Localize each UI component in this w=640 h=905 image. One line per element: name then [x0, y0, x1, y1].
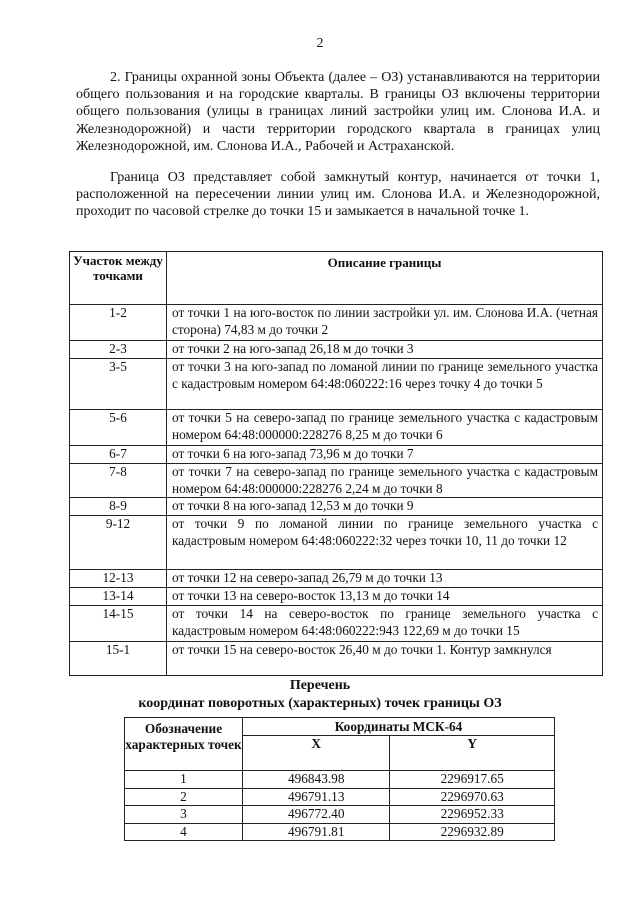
table-row: [125, 823, 555, 841]
table-row: [70, 464, 603, 498]
paragraph-contour: Граница ОЗ представляет собой замкнутый контур, начинается от точки 1, расположенной на пересечении линии улиц им. Слонова И.А. и Железнодорожной, проходит по часовой стрелке до точки 15 и замыкается в начальной точке 1.: [76, 170, 600, 220]
description-cell: от точки 7 на северо-запад по границе земельного участка с кадастровым номером 64:48:000000:228276 2,24 м до точки 8: [167, 464, 603, 498]
table-row: [70, 410, 603, 446]
table-row: [70, 588, 603, 606]
x-cell: 496772.40: [243, 806, 390, 824]
table-row: [70, 359, 603, 410]
description-cell: от точки 2 на юго-запад 26,18 м до точки 3: [167, 341, 603, 359]
header-point: Обозначение характерных точек: [125, 718, 243, 771]
description-cell: от точки 5 на северо-запад по границе земельного участка с кадастровым номером 64:48:000000:228276 8,25 м до точки 6: [167, 410, 603, 446]
description-cell: от точки 8 на юго-запад 12,53 м до точки 9: [167, 498, 603, 516]
description-cell: от точки 12 на северо-запад 26,79 м до точки 13: [167, 570, 603, 588]
segment-cell: 3-5: [70, 359, 167, 410]
table-row: [70, 341, 603, 359]
coordinates-caption-title: Перечень: [289, 678, 351, 693]
coordinates-table: [124, 717, 555, 841]
segment-cell: 15-1: [70, 642, 167, 676]
description-cell: от точки 3 на юго-запад по ломаной линии по границе земельного участка с кадастровым номером 64:48:060222:16 через точку 4 до точки 5: [167, 359, 603, 410]
description-cell: от точки 15 на северо-восток 26,40 м до точки 1. Контур замкнулся: [167, 642, 603, 676]
table-row: [125, 771, 555, 789]
x-cell: 496791.81: [243, 823, 390, 841]
header-segment: Участок между точками: [70, 252, 167, 305]
table-row: [70, 570, 603, 588]
header-coordinates: Координаты МСК-64: [243, 718, 555, 736]
y-cell: 2296932.89: [390, 823, 555, 841]
segment-cell: 14-15: [70, 606, 167, 642]
point-cell: 4: [125, 823, 243, 841]
coordinates-caption-subtitle: координат поворотных (характерных) точек границы ОЗ: [138, 696, 502, 711]
segment-cell: 2-3: [70, 341, 167, 359]
x-cell: 496791.13: [243, 788, 390, 806]
segment-cell: 7-8: [70, 464, 167, 498]
table-header-row: [70, 252, 603, 305]
table-row: [70, 446, 603, 464]
point-cell: 3: [125, 806, 243, 824]
segment-cell: 6-7: [70, 446, 167, 464]
x-cell: 496843.98: [243, 771, 390, 789]
description-cell: от точки 14 на северо-восток по границе земельного участка с кадастровым номером 64:48:060222:943 122,69 м до точки 15: [167, 606, 603, 642]
header-y: Y: [390, 736, 555, 771]
border-description-table: [69, 251, 603, 676]
table-row: [125, 806, 555, 824]
table-row: [70, 642, 603, 676]
segment-cell: 5-6: [70, 410, 167, 446]
paragraph-boundaries: 2. Границы охранной зоны Объекта (далее – ОЗ) устанавливаются на территории общего пользования и на городские кварталы. В границы ОЗ включены территории общего пользования (улицы в границах линий застройки улиц им. Слонова И.А. и Железнодорожной) и части территории городского квартала в границах улиц Железнодорожной, им. Слонова И.А., Рабочей и Астраханской.: [76, 70, 600, 154]
table-row: [70, 606, 603, 642]
table-row: [70, 516, 603, 570]
segment-cell: 8-9: [70, 498, 167, 516]
header-x: X: [243, 736, 390, 771]
table-header-row: [125, 718, 555, 736]
page-number: 2: [316, 36, 324, 51]
point-cell: 2: [125, 788, 243, 806]
table-row: [70, 498, 603, 516]
description-cell: от точки 6 на юго-запад 73,96 м до точки 7: [167, 446, 603, 464]
segment-cell: 1-2: [70, 305, 167, 341]
point-cell: 1: [125, 771, 243, 789]
header-description: Описание границы: [167, 252, 603, 305]
segment-cell: 9-12: [70, 516, 167, 570]
table-row: [70, 305, 603, 341]
segment-cell: 13-14: [70, 588, 167, 606]
description-cell: от точки 1 на юго-восток по линии застройки ул. им. Слонова И.А. (четная сторона) 74,83 м до точки 2: [167, 305, 603, 341]
description-cell: от точки 9 по ломаной линии по границе земельного участка с кадастровым номером 64:48:060222:32 через точки 10, 11 до точки 12: [167, 516, 603, 570]
description-cell: от точки 13 на северо-восток 13,13 м до точки 14: [167, 588, 603, 606]
table-row: [125, 788, 555, 806]
y-cell: 2296917.65: [390, 771, 555, 789]
segment-cell: 12-13: [70, 570, 167, 588]
y-cell: 2296952.33: [390, 806, 555, 824]
y-cell: 2296970.63: [390, 788, 555, 806]
